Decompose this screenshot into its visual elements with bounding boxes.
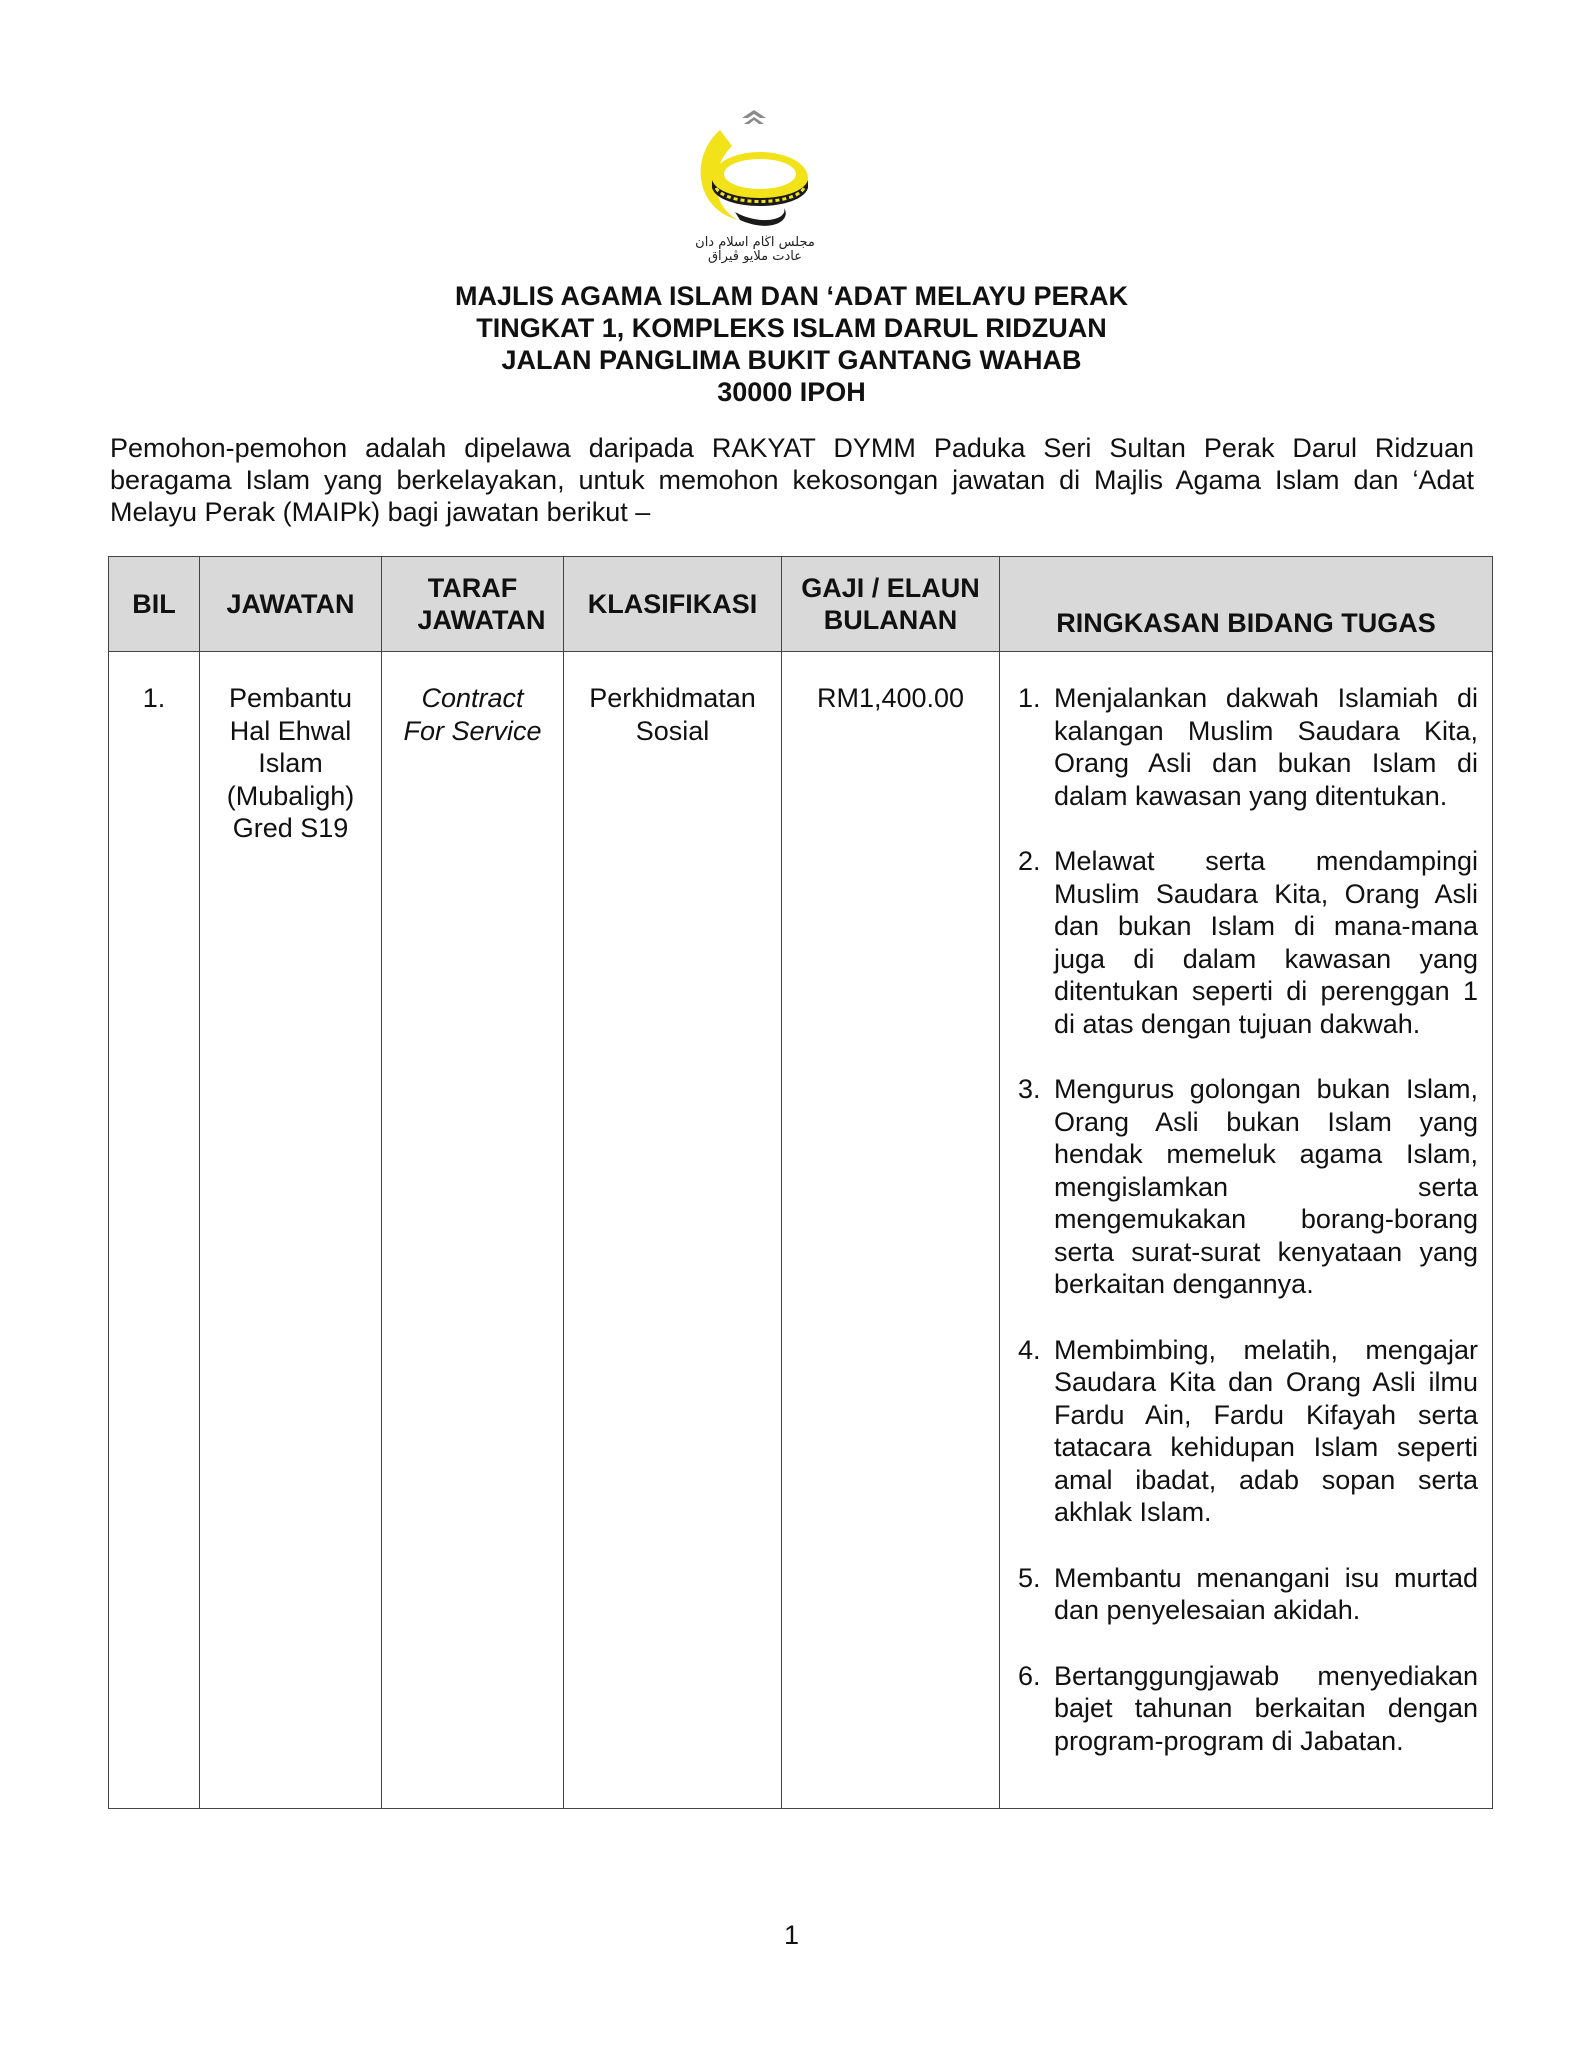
letter-header [0,280,1583,408]
duty-number: 6. [1018,1660,1041,1691]
duty-number: 5. [1018,1562,1041,1593]
duty-item [1018,1660,1478,1758]
page-number: 1 [783,1920,800,1950]
duty-item [1018,1334,1478,1529]
cell-jawatan [200,652,382,1809]
cell-duties [1000,652,1493,1809]
col-header-jawatan: JAWATAN [200,557,382,652]
table-header-row [109,557,1493,652]
duty-item [1018,845,1478,1040]
org-name: MAJLIS AGAMA ISLAM DAN ‘ADAT MELAYU PERAK [454,281,1128,311]
taraf-line: Contract [421,683,524,713]
taraf-line: For Service [403,715,542,746]
jawatan-line: Hal Ehwal [229,715,352,746]
table-row [109,652,1493,1809]
col-header-taraf-jawatan [382,557,564,652]
duty-text: Bertanggungjawab menyediakan bajet tahunan berkaitan dengan program-program di Jabatan. [1054,1660,1478,1756]
klasifikasi-line: Sosial [635,715,710,746]
duty-text: Membimbing, melatih, mengajar Saudara Kita dan Orang Asli ilmu Fardu Ain, Fardu Kifayah serta tatacara kehidupan Islam seperti amal ibadat, adab sopan serta akhlak Islam. [1054,1334,1478,1527]
duty-text: Mengurus golongan bukan Islam, Orang Asli bukan Islam yang hendak memeluk agama Islam, mengislamkan serta mengemukakan borang-borang serta surat-surat kenyataan yang berkaitan dengannya. [1054,1074,1478,1299]
cell-taraf [382,652,564,1809]
klasifikasi-line: Perkhidmatan [589,683,756,713]
duty-text: Melawat serta mendampingi Muslim Saudara Kita, Orang Asli dan bukan Islam di mana-mana juga di dalam kawasan yang ditentukan seperti di perenggan 1 di atas dengan tujuan dakwah. [1054,846,1478,1039]
col-header-klasifikasi: KLASIFIKASI [564,557,782,652]
duty-number: 3. [1018,1074,1041,1104]
col-header-bil: BIL [109,557,200,652]
vacancy-table [108,556,1493,1809]
cell-gaji: RM1,400.00 [782,652,1000,1809]
intro-paragraph: Pemohon-pemohon adalah dipelawa daripada RAKYAT DYMM Paduka Seri Sultan Perak Darul Ridzuan beragama Islam yang berkelayakan, untuk memohon kekosongan jawatan di Majlis Agama Islam dan ‘Adat Melayu Perak (MAIPk) bagi jawatan berikut – [110,433,1474,527]
postcode-city: 30000 IPOH [717,377,866,407]
jawatan-line: Gred S19 [232,813,349,843]
jawatan-line: Pembantu [228,683,353,713]
cell-klasifikasi [564,652,782,1809]
header-text: GAJI / ELAUN BULANAN [801,573,980,635]
jawatan-line: Islam [258,748,323,778]
duty-number: 4. [1018,1334,1041,1365]
col-header-gaji [782,557,1000,652]
duty-item [1018,1073,1478,1301]
address-line-1: TINGKAT 1, KOMPLEKS ISLAM DARUL RIDZUAN [476,313,1107,343]
logo-jawi-text: مجلس اڬام اسلام دان عادت ملايو ڤيراق [695,235,815,264]
duty-item [1018,1562,1478,1627]
duty-number: 1. [1018,683,1041,713]
duty-number: 2. [1018,846,1041,876]
duty-text: Menjalankan dakwah Islamiah di kalangan Muslim Saudara Kita, Orang Asli dan bukan Islam di dalam kawasan yang ditentukan. [1054,683,1478,811]
cell-bil: 1. [109,652,200,1809]
header-text: TARAF JAWATAN [417,573,546,635]
jawatan-line: (Mubaligh) [226,780,355,811]
duty-text: Membantu menangani isu murtad dan penyelesaian akidah. [1054,1562,1478,1625]
address-line-2: JALAN PANGLIMA BUKIT GANTANG WAHAB [501,345,1082,375]
duty-item [1018,682,1478,812]
col-header-ringkasan: RINGKASAN BIDANG TUGAS [1000,557,1493,652]
maipk-logo [680,108,830,268]
